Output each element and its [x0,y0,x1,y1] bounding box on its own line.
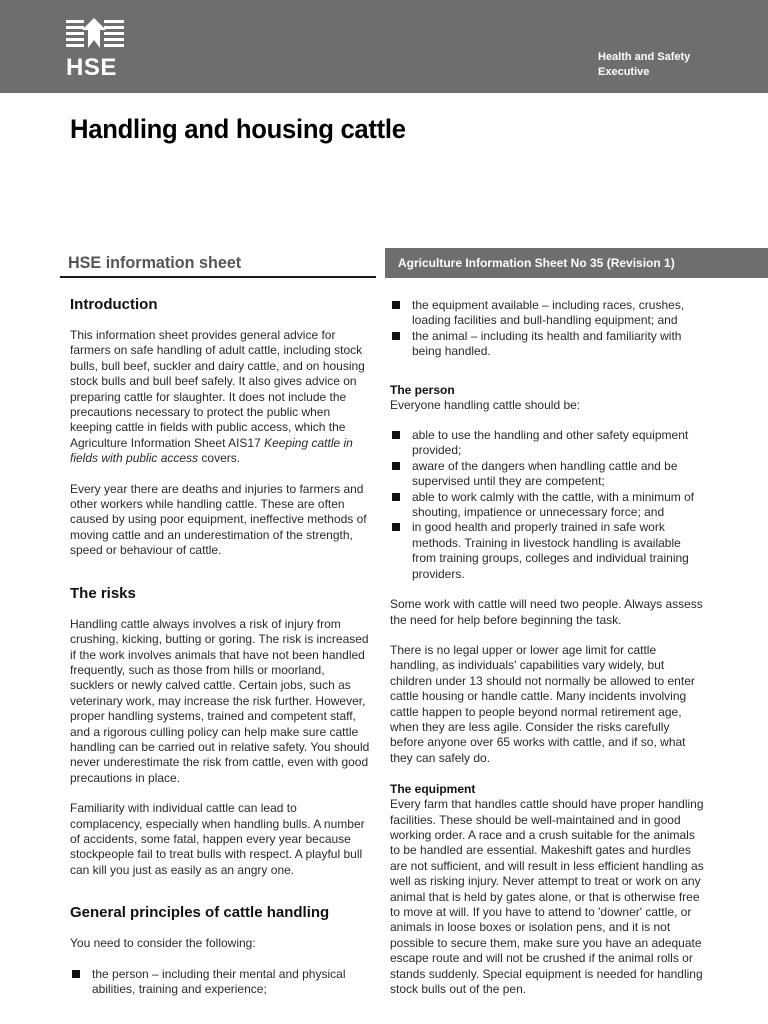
intro-p1-end: covers. [198,451,241,466]
info-sheet-rule [60,276,376,278]
executive-name: Health and Safety Executive [598,51,691,78]
left-column [70,296,370,997]
risks-heading: The risks [70,584,136,602]
person-heading: The person [390,382,455,397]
intro-p1-text: This information sheet provides general advice for farmers on safe handling of adult cattle, including stock bulls, bull beef, suckler and dairy cattle, and on housing stock bulls and bull beef safely. It also gives advice on preparing cattle for slaughter. It does not include the precautions necessary to protect the public when keeping cattle in fields with public access, which the Agriculture Information Sheet AIS17 [70,328,365,450]
person-intro: Everyone handling cattle should be: [390,397,581,412]
list-item: able to use the handling and other safety equipment provided; [390,428,705,459]
page-title: Handling and housing cattle [70,114,406,144]
right-column [390,298,705,997]
list-item: the equipment available – including races, crushes, loading facilities and bull-handling equipment; and [390,298,705,329]
principles-list [70,967,370,998]
intro-p1-italic: Keeping cattle in fields with public access [70,435,353,466]
list-item: in good health and properly trained in safe work methods. Training in livestock handling is available from training groups, colleges and individual training providers. [390,520,705,582]
sheet-number-bar: Agriculture Information Sheet No 35 (Revision 1) [385,248,768,278]
info-sheet-label: HSE information sheet [68,253,242,272]
hse-logo-text: HSE [66,54,117,81]
list-item: able to work calmly with the cattle, with a minimum of shouting, impatience or unnecessary force; and [390,490,705,521]
header-band [0,0,768,93]
intro-paragraph-1 [70,328,370,467]
equipment-heading: The equipment [390,782,476,797]
intro-paragraph-2: Every year there are deaths and injuries to farmers and other workers while handling cattle. These are often caused by using poor equipment, ineffective methods of moving cattle and an underestimation of the strength, speed or behaviour of cattle. [70,481,367,558]
principles-intro: You need to consider the following: [70,936,256,951]
list-item: the person – including their mental and physical abilities, training and experience; [70,967,370,998]
list-item: aware of the dangers when handling cattle and be supervised until they are competent; [390,459,705,490]
risks-paragraph-2: Familiarity with individual cattle can lead to complacency, especially when handling bulls. A number of accidents, some fatal, happen every year because stockpeople fail to treat bulls with respect. A playful bull can kill you just as easily as an angry one. [70,801,365,877]
person-paragraph-2: There is no legal upper or lower age limit for cattle handling, as individuals' capabilities vary widely, but children under 13 should not normally be allowed to enter cattle housing or handle cattle. Many incidents involving cattle happen to people beyond normal retirement age, when they are less agile. Consider the risks carefully before anyone over 65 works with cattle, and if so, what they can safely do. [390,642,695,765]
principles-list-continued [390,298,705,360]
list-item: the animal – including its health and familiarity with being handled. [390,329,705,360]
risks-paragraph-1: Handling cattle always involves a risk of injury from crushing, kicking, butting or goring. The risk is increased if the work involves animals that have not been handled frequently, such as those from hills or moorland, sucklers or newly calved cattle. Certain jobs, such as veterinary work, may increase the risk further. However, proper handling systems, trained and competent staff, and a rigorous culling policy can help make sure cattle handling can be carried out in relative safety. You should never underestimate the risk from cattle, even with good precautions in place. [70,616,370,785]
equipment-paragraph-1: Every farm that handles cattle should have proper handling facilities. These should be well-maintained and in good working order. A race and a crush suitable for the animals to be handled are essential. Makeshift gates and hurdles are not sufficient, and will result in less efficient handling as well as risking injury. Never attempt to treat or work on any animal that is held by gates alone, or that is otherwise free to move at will. If you have to attend to 'downer' cattle, or animals in loose boxes or isolation pens, and it is not possible to secure them, make sure you have an adequate escape route and will not be crushed if the animal rolls or stands suddenly. Special equipment is needed for handling stock bulls out of the pen. [390,797,704,997]
person-list [390,428,705,582]
principles-heading: General principles of cattle handling [70,904,330,922]
introduction-heading: Introduction [70,296,158,313]
person-paragraph-1: Some work with cattle will need two people. Always assess the need for help before beginning the task. [390,597,703,627]
